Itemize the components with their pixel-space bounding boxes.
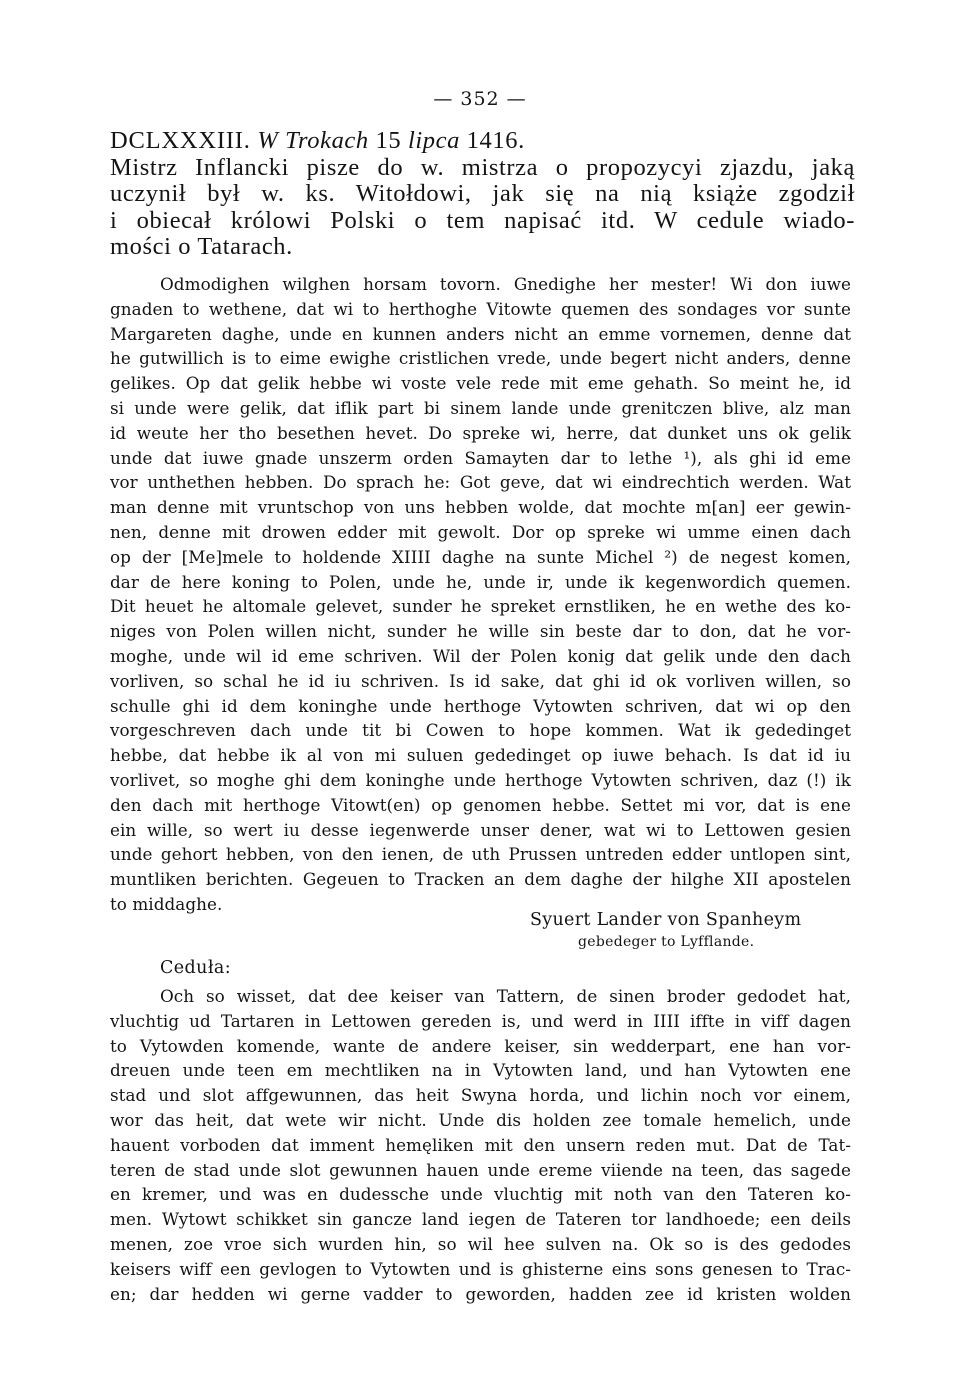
document-summary [110,155,855,261]
document-date-month: lipca [407,127,460,154]
cedula-line: vluchtig ud Tartaren in Lettowen gereden is, und werd in IIII iffte in viff dagen [110,1010,851,1031]
cedula-line: en; dar hedden wi gerne vadder to geworden, hadden zee id kristen wolden [110,1283,851,1304]
letter-line: moghe, unde wil id eme schriven. Wil der Polen konig dat gelik unde den dach [110,645,851,666]
cedula-line: stad und slot affgewunnen, das heit Swyna horda, und lichin noch vor einem, [110,1085,851,1106]
letter-line: to middaghe. [110,893,223,914]
letter-line: gnaden to wethene, dat wi to herthoghe Vitowte quemen des sondages vor sunte [110,298,851,319]
letter-line: niges von Polen willen nicht, sunder he wille sin beste dar to don, dat he vor- [110,621,851,642]
cedula-line: Och so wisset, dat dee keiser van Tattern, de sinen broder gedodet hat, [160,986,851,1006]
summary-line: i obiecał królowi Polski o tem napisać itd. W cedule wiado- [110,206,855,234]
letter-line: man denne mit vruntschop von uns hebben wolde, dat mochte m[an] eer gewin- [110,497,851,518]
cedula-line: men. Wytowt schikket sin gancze land iegen de Tateren tor landhoede; een deils [110,1209,851,1230]
letter-line: gelikes. Op dat gelik hebbe wi voste vele rede mit eme gehath. So meint he, id [110,373,851,394]
document-date-year: 1416. [466,127,525,154]
summary-line: uczynił był w. ks. Witołdowi, jak się na nią książe zgodził [110,180,855,207]
signer-title: gebedeger to Lyfflande. [578,934,755,950]
document-number: DCLXXXIII. [110,127,251,154]
document-heading [110,128,855,261]
letter-line: muntliken berichten. Gegeuen to Tracken an dem daghe der hilghe XII apostelen [110,869,851,890]
letter-line: id weute her tho besethen hevet. Do spreke wi, herre, dat dunket uns ok gelik [110,422,851,443]
letter-line: nen, denne mit drowen edder mit gewolt. Dor op spreke wi umme einen dach [110,521,851,542]
letter-line: ein wille, so wert iu desse iegenwerde unser dener, wat wi to Lettowen gesien [110,819,851,840]
cedula-body [110,984,851,1306]
letter-line: den dach mit herthoge Vitowt(en) op genomen hebbe. Settet mi vor, dat is ene [110,794,851,815]
cedula-line: to Vytowden komende, wante de andere keiser, sin wedderpart, ene han vor- [110,1035,851,1056]
letter-line: unde dat iuwe gnade unszerm orden Samayten dar to lethe ¹), als ghi id eme [110,447,851,468]
letter-line: vor unthethen hebben. Do sprach he: Got geve, dat wi eindrechtich werden. Wat [110,472,851,493]
letter-line: Dit heuet he altomale gelevet, sunder he spreket ernstliken, he en wethe des ko- [110,596,851,617]
letter-line: hebbe, dat hebbe ik al von mi suluen gededinget op iuwe behach. Is dat id iu [110,745,851,766]
signature-block [530,910,830,950]
summary-line: mości o Tatarach. [110,233,293,260]
letter-line: si unde were gelik, dat iflik part bi sinem lande unde grenitczen blive, alz man [110,397,851,418]
letter-line: Margareten daghe, unde en kunnen anders nicht an emme vornemen, denne dat [110,323,851,344]
cedula-line: wor das heit, dat wete wir nicht. Unde dis holden zee tomale hemelich, unde [110,1109,851,1130]
letter-line: he gutwillich is to eime ewighe cristlichen vrede, unde begert nicht anders, denne [110,348,851,369]
cedula-line: teren de stad unde slot gewunnen hauen unde ereme viiende na teen, das sagede [110,1159,851,1180]
letter-line: schulle ghi id dem koninghe unde herthoge Vytowten schriven, dat wi op den [110,695,851,716]
summary-line: Mistrz Inflancki pisze do w. mistrza o propozycyi zjazdu, jaką [110,153,855,181]
cedula-line: en kremer, und was en dudessche unde vluchtig mit noth van den Tateren ko- [110,1184,851,1205]
page-number: — 352 — [433,88,527,110]
letter-line: dar de here koning to Polen, unde he, unde ir, unde ik kegenwordich quemen. [110,571,851,592]
document-date-day: 15 [375,127,402,154]
document-place: W Trokach [257,127,369,154]
cedula-line: dreuen unde teen em mechtliken na in Vytowten land, und han Vytowten ene [110,1060,851,1081]
letter-line: vorlivet, so moghe ghi dem koninghe unde herthoge Vytowten schriven, daz (!) ik [110,769,851,790]
cedula-label: Ceduła: [160,958,232,978]
cedula-line: hauent vorboden dat imment hemęliken mit den unsern reden mut. Dat de Tat- [110,1134,851,1155]
heading-title-line [110,128,855,155]
letter-line: op der [Me]mele to holdende XIIII daghe na sunte Michel ²) de negest komen, [110,546,851,567]
letter-line: unde gehort hebben, von den ienen, de uth Prussen untreden edder untlopen sint, [110,844,851,865]
letter-body [110,272,851,917]
cedula-line: menen, zoe vroe sich wurden hin, so wil hee sulven na. Ok so is des gedodes [110,1233,851,1254]
letter-line: Odmodighen wilghen horsam tovorn. Gnedighe her mester! Wi don iuwe [160,274,851,294]
cedula-line: keisers wiff een gevlogen to Vytowten und is ghisterne eins sons genesen to Trac- [110,1258,851,1279]
letter-line: vorgeschreven dach unde tit bi Cowen to hope kommen. Wat ik gededinget [110,720,851,741]
signer-name: Syuert Lander von Spanheym [530,910,802,930]
letter-line: vorliven, so schal he id iu schriven. Is id sake, dat ghi id ok vorliven willen, so [110,670,851,691]
